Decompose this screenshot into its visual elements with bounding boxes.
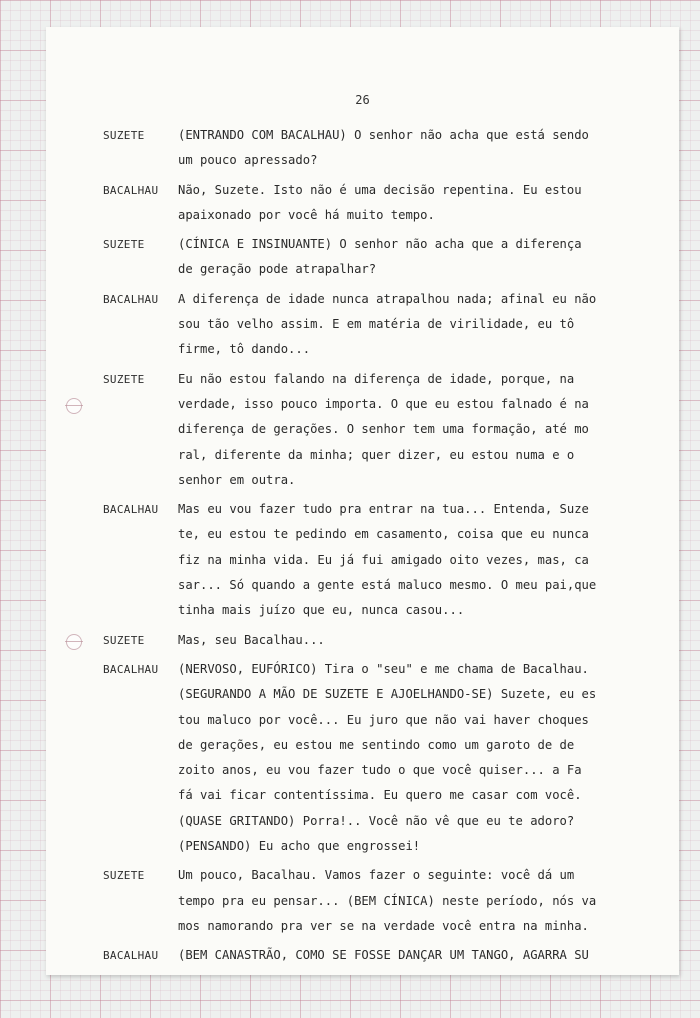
dialogue-line: sou tão velho assim. E em matéria de virilidade, eu tô [178,317,575,332]
dialogue-text [178,123,643,174]
page-number: 26 [355,93,370,107]
dialogue-line: senhor em outra. [178,472,296,487]
dialogue-line: Um pouco, Bacalhau. Vamos fazer o seguinte: você dá um [178,868,575,883]
punch-hole-mark-bottom [66,634,82,650]
speaker-name: BACALHAU [103,292,159,306]
speaker-name: SUZETE [103,129,145,142]
dialogue-text [178,657,643,859]
speaker-name: BACALHAU [103,503,159,517]
dialogue-line: tempo pra eu pensar... (BEM CÍNICA) neste período, nós va [178,893,597,908]
dialogue-entry [103,943,643,968]
dialogue-line: de gerações, eu estou me sentindo como um garoto de de [178,737,575,752]
speaker-name: SUZETE [103,633,145,647]
speaker-name: BACALHAU [103,662,159,676]
dialogue-line: mos namorando pra ver se na verdade você entra na minha. [178,918,589,933]
dialogue-line: fá vai ficar contentíssima. Eu quero me casar com você. [178,788,582,803]
dialogue-text [178,628,643,653]
typewritten-page [46,27,679,975]
script-body [103,123,643,973]
dialogue-text [178,287,643,363]
dialogue-line: Mas, seu Bacalhau... [178,632,325,647]
dialogue-entry [103,628,643,653]
dialogue-text [178,367,643,493]
dialogue-line: te, eu estou te pedindo em casamento, coisa que eu nunca [178,527,589,542]
dialogue-entry [103,232,643,283]
dialogue-line: (QUASE GRITANDO) Porra!.. Você não vê que eu te adoro? [178,813,575,828]
dialogue-line: apaixonado por você há muito tempo. [178,207,435,222]
dialogue-line: um pouco apressado? [178,153,318,168]
punch-hole-mark-top [66,398,82,414]
dialogue-line: Eu não estou falando na diferença de idade, porque, na [178,371,575,386]
dialogue-entry [103,287,643,363]
dialogue-line: fiz na minha vida. Eu já fui amigado oito vezes, mas, ca [178,552,589,567]
speaker-name: BACALHAU [103,949,159,963]
speaker-name: SUZETE [103,372,145,386]
dialogue-text [178,232,643,283]
dialogue-entry [103,657,643,859]
dialogue-line: (PENSANDO) Eu acho que engrossei! [178,839,421,854]
dialogue-line: Mas eu vou fazer tudo pra entrar na tua... Entenda, Suze [178,502,589,517]
speaker-name: SUZETE [103,238,145,252]
dialogue-text [178,943,643,968]
dialogue-line: (CÍNICA E INSINUANTE) O senhor não acha que a diferença [178,237,582,252]
dialogue-entry [103,367,643,493]
dialogue-line: Não, Suzete. Isto não é uma decisão repentina. Eu estou [178,182,582,197]
speaker-name: SUZETE [103,869,145,883]
dialogue-line: de geração pode atrapalhar? [178,262,377,277]
speaker-name: BACALHAU [103,183,159,197]
dialogue-entry [103,178,643,229]
dialogue-entry [103,863,643,939]
dialogue-line: ral, diferente da minha; quer dizer, eu estou numa e o [178,447,575,462]
dialogue-line: tou maluco por você... Eu juro que não vai haver choques [178,712,589,727]
dialogue-line: tinha mais juízo que eu, nunca casou... [178,603,465,618]
dialogue-line: verdade, isso pouco importa. O que eu estou falnado é na [178,396,589,411]
dialogue-line: A diferença de idade nunca atrapalhou nada; afinal eu não [178,291,597,306]
dialogue-line: sar... Só quando a gente está maluco mesmo. O meu pai,que [178,578,597,593]
dialogue-line: firme, tô dando... [178,342,311,357]
dialogue-line: diferença de gerações. O senhor tem uma formação, até mo [178,422,589,437]
dialogue-text [178,178,643,229]
dialogue-line: (ENTRANDO COM BACALHAU) O senhor não acha que está sendo [178,128,589,142]
dialogue-entry [103,123,643,174]
dialogue-text [178,863,643,939]
dialogue-text [178,497,643,623]
dialogue-line: zoito anos, eu vou fazer tudo o que você quiser... a Fa [178,763,582,778]
dialogue-line: (SEGURANDO A MÃO DE SUZETE E AJOELHANDO-SE) Suzete, eu es [178,687,597,702]
dialogue-entry [103,497,643,623]
dialogue-line: (NERVOSO, EUFÓRICO) Tira o "seu" e me chama de Bacalhau. [178,661,589,676]
dialogue-line: (BEM CANASTRÃO, COMO SE FOSSE DANÇAR UM TANGO, AGARRA SU [178,948,589,963]
